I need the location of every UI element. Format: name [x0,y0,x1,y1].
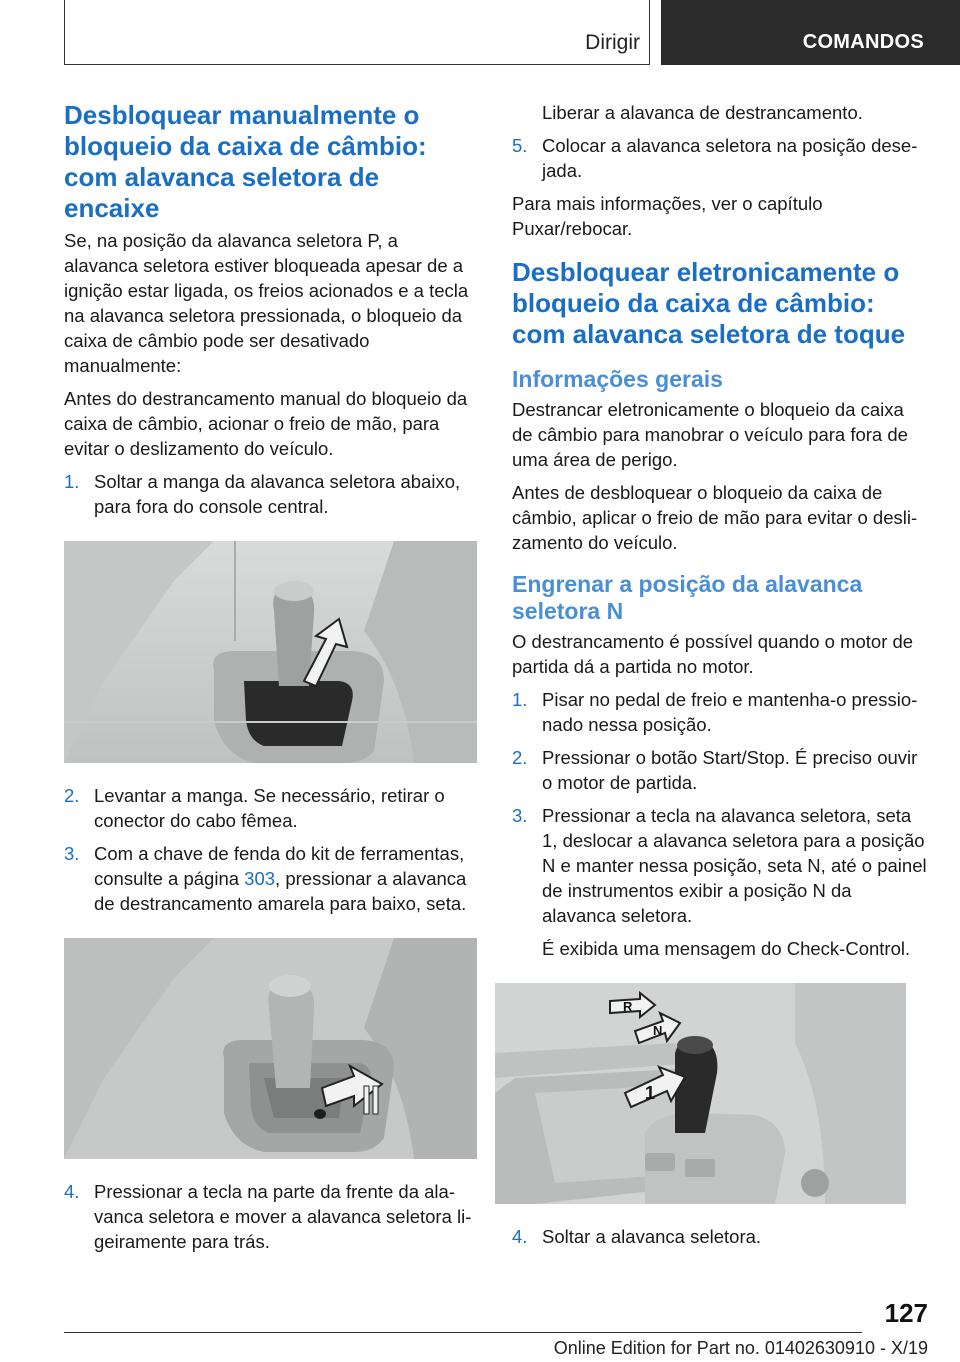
step-text [94,841,477,916]
step-number: 3. [512,805,528,826]
figure-illustration [64,938,477,1159]
step-text: Pisar no pedal de freio e mantenha-o pressionado nessa posição. [542,689,918,735]
step-number: 4. [512,1226,528,1247]
step-text-part: Com a chave de fenda do kit de ferramentas, consulte a página [94,843,465,889]
step-text: Pressionar a tecla na parte da frente da alavanca seletora e mover a alavanca seletora ligeiramente para trás. [94,1181,472,1252]
page-number: 127 [884,1298,928,1328]
step-4 [64,1179,477,1254]
paragraph-starter: O destrancamento é possível quando o motor de partida dá a partida no motor. [512,631,914,677]
step-d [512,1224,928,1249]
paragraph-handbrake: Antes do destrancamento manual do bloqueio da caixa de câmbio, acionar o freio de mão, para evitar o deslizamento do veículo. [64,388,468,459]
fig-label-1: 1 [645,1083,656,1103]
step-continuation: Liberar a alavanca de destrancamento. [542,102,863,123]
fig-label-r: R [623,999,633,1014]
paragraph-electronic-unlock: Destrancar eletronicamente o bloqueio da caixa de câmbio para manobrar o veículo para fora de uma área de perigo. [512,399,908,470]
step-number: 4. [64,1181,80,1202]
header-section-label: Dirigir [585,31,640,54]
subsection-engage-n: Engrenar a posição da alavanca seletora N [512,571,863,624]
figure-release-lever [64,938,477,1159]
step-text: Soltar a manga da alavanca seletora abaixo, para fora do console central. [94,471,461,517]
subsection-general-info: Informações gerais [512,366,723,392]
step-a [512,687,928,737]
fig-label-n: N [653,1023,663,1038]
step-2 [64,783,477,833]
step-5 [512,133,928,183]
figure-illustration [64,541,477,763]
figure-touch-selector-lever [495,983,906,1204]
step-b [512,745,928,795]
figure-selector-lever-sleeve [64,541,477,763]
step-number: 2. [64,785,80,806]
paragraph-intro: Se, na posição da alavanca seletora P, a alavanca seletora estiver bloqueada apesar de a ignição estar ligada, os freios acionados e a tecla na alavanca seletora pressionada, o bloqueio da caixa de câmbio pode ser desativado manualmente: [64,230,469,376]
header-chapter-tab [661,0,960,65]
step-text: Colocar a alavanca seletora na posição desejada. [542,135,918,181]
paragraph-more-info: Para mais informações, ver o capítulo Puxar/rebocar. [512,193,823,239]
header-rule-mid [649,0,650,65]
step-text: Pressionar o botão Start/Stop. É preciso ouvir o motor de partida. [542,747,918,793]
footer-rule [64,1332,862,1333]
step-c [512,803,928,928]
left-column [64,100,477,1262]
step-number: 1. [64,471,80,492]
step-1 [64,469,477,519]
step-text: Levantar a manga. Se necessário, retirar o conector do cabo fêmea. [94,785,445,831]
figure-illustration [495,983,906,1204]
step-3 [64,841,477,916]
section-title-electronic-unlock: Desbloquear eletronicamente o bloqueio da caixa de câmbio: com alavanca seletora de toque [512,257,906,349]
header-rule-left [64,0,65,64]
step-text: Pressionar a tecla na alavanca seletora, seta 1, deslocar a alavanca seletora para a posição N e manter nessa posição, seta N, até o painel de instrumentos exibir a posição N da alavanca seletora. [542,805,927,926]
section-title-manual-unlock: Desbloquear manualmente o bloqueio da caixa de câmbio: com alavanca seletora de encaixe [64,100,427,223]
header-chapter-label: COMANDOS [802,31,924,53]
step-text-part: , pressionar a alavanca de destrancamento amarela para baixo, seta. [94,868,467,914]
step-number: 5. [512,135,528,156]
header-rule-bottom [64,64,650,65]
footer-edition: Online Edition for Part no. 01402630910 - X/19 [553,1338,928,1358]
step-number: 1. [512,689,528,710]
paragraph-handbrake-2: Antes de desbloquear o bloqueio da caixa de câmbio, aplicar o freio de mão para evitar o deslizamento do veículo. [512,482,918,553]
step-number: 2. [512,747,528,768]
right-column [512,100,928,1257]
page-reference-link[interactable]: 303 [244,868,276,889]
step-text: Soltar a alavanca seletora. [542,1226,762,1247]
check-control-note: É exibida uma mensagem do Check-Control. [542,938,911,959]
step-number: 3. [64,843,80,864]
